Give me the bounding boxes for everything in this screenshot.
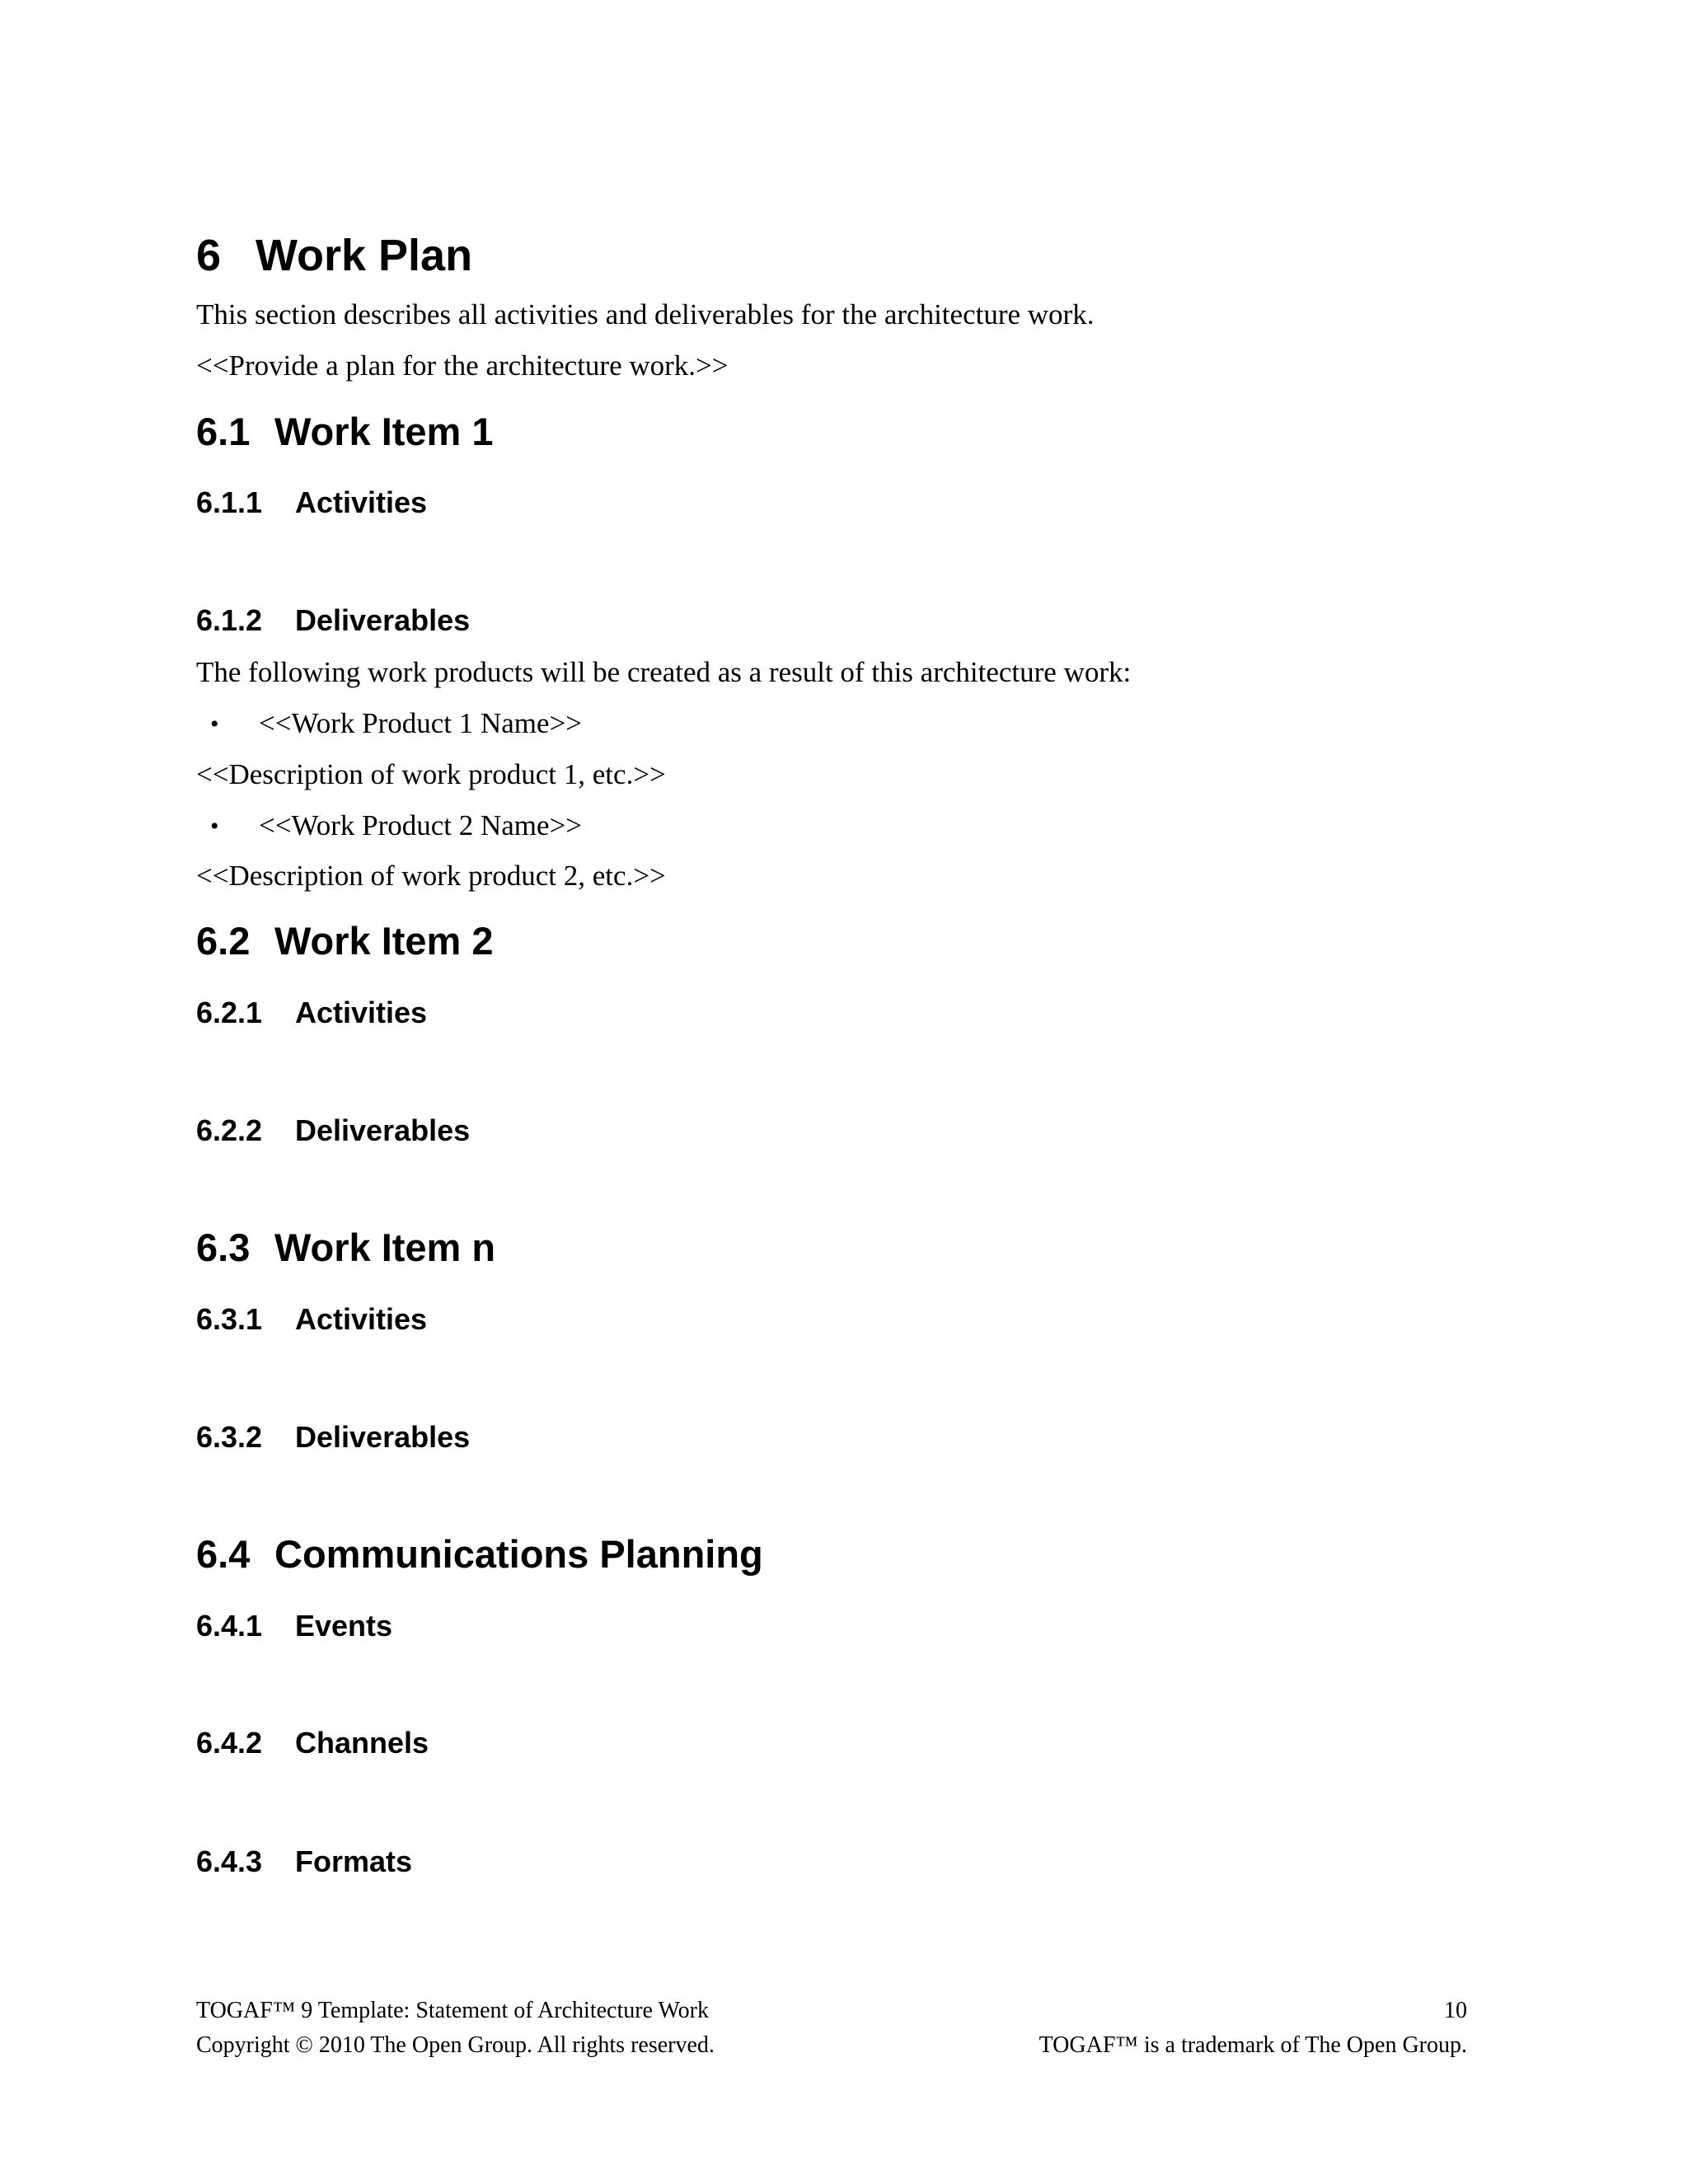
- work-item-n-title: Work Item n: [274, 1226, 496, 1269]
- work-item-n-deliverables-number: 6.3.2: [196, 1420, 263, 1454]
- footer-trademark: TOGAF™ is a trademark of The Open Group.: [1039, 2032, 1467, 2058]
- work-product-2-description: <<Description of work product 2, etc.>>: [196, 860, 666, 892]
- work-item-2-title: Work Item 2: [274, 919, 494, 963]
- communications-number: 6.4: [196, 1532, 251, 1576]
- work-item-1-number: 6.1: [196, 410, 251, 453]
- section-intro: This section describes all activities and deliverables for the architecture work.: [196, 298, 1095, 330]
- section-number: 6: [196, 231, 222, 280]
- footer-page-number: 10: [1444, 1998, 1467, 2023]
- deliverables-intro: The following work products will be created as a result of this architecture work:: [196, 656, 1132, 688]
- work-item-n-activities-heading: [196, 1302, 428, 1336]
- work-item-1-heading: [196, 412, 494, 451]
- work-item-n-heading: [196, 1228, 495, 1267]
- work-item-n-activities-number: 6.3.1: [196, 1302, 263, 1336]
- channels-heading: [196, 1728, 429, 1758]
- work-item-2-activities-heading: [196, 998, 427, 1028]
- work-item-2-heading: [196, 919, 494, 963]
- events-number: 6.4.1: [196, 1609, 263, 1643]
- work-item-1-deliverables-title: Deliverables: [295, 603, 471, 637]
- footer-doc-title: TOGAF™ 9 Template: Statement of Architecture Work: [196, 1998, 709, 2023]
- work-item-1-deliverables-heading: [196, 603, 471, 637]
- work-product-2-name: <<Work Product 2 Name>>: [259, 809, 583, 841]
- work-item-1-activities-number: 6.1.1: [196, 485, 263, 519]
- work-item-n-activities-title: Activities: [295, 1302, 428, 1336]
- events-title: Events: [295, 1609, 393, 1643]
- work-item-2-deliverables-number: 6.2.2: [196, 1113, 263, 1147]
- section-prompt: <<Provide a plan for the architecture work.>>: [196, 349, 729, 382]
- work-item-2-activities-number: 6.2.1: [196, 996, 263, 1029]
- work-product-1-name: <<Work Product 1 Name>>: [259, 707, 583, 739]
- work-item-1-deliverables-number: 6.1.2: [196, 603, 263, 637]
- work-item-2-deliverables-title: Deliverables: [295, 1113, 471, 1147]
- events-heading: [196, 1611, 392, 1641]
- work-item-1-activities-title: Activities: [295, 485, 428, 519]
- channels-title: Channels: [295, 1726, 429, 1760]
- channels-number: 6.4.2: [196, 1726, 263, 1760]
- footer-copyright: Copyright © 2010 The Open Group. All rights reserved.: [196, 2032, 715, 2058]
- work-item-1-title: Work Item 1: [274, 410, 494, 453]
- work-item-1-activities-heading: [196, 485, 428, 519]
- work-item-2-number: 6.2: [196, 919, 251, 963]
- work-item-2-activities-title: Activities: [295, 996, 428, 1029]
- formats-heading: [196, 1844, 413, 1878]
- work-product-1-description: <<Description of work product 1, etc.>>: [196, 758, 666, 790]
- work-item-n-number: 6.3: [196, 1226, 251, 1269]
- work-item-2-deliverables-heading: [196, 1113, 471, 1147]
- section-title: Work Plan: [256, 231, 473, 280]
- communications-title: Communications Planning: [274, 1532, 763, 1576]
- section-heading: [196, 233, 472, 278]
- formats-title: Formats: [295, 1844, 413, 1878]
- list-bullet: •: [210, 813, 219, 840]
- work-item-n-deliverables-title: Deliverables: [295, 1420, 471, 1454]
- work-item-n-deliverables-heading: [196, 1422, 470, 1452]
- communications-heading: [196, 1532, 763, 1576]
- formats-number: 6.4.3: [196, 1844, 263, 1878]
- list-bullet: •: [210, 710, 219, 738]
